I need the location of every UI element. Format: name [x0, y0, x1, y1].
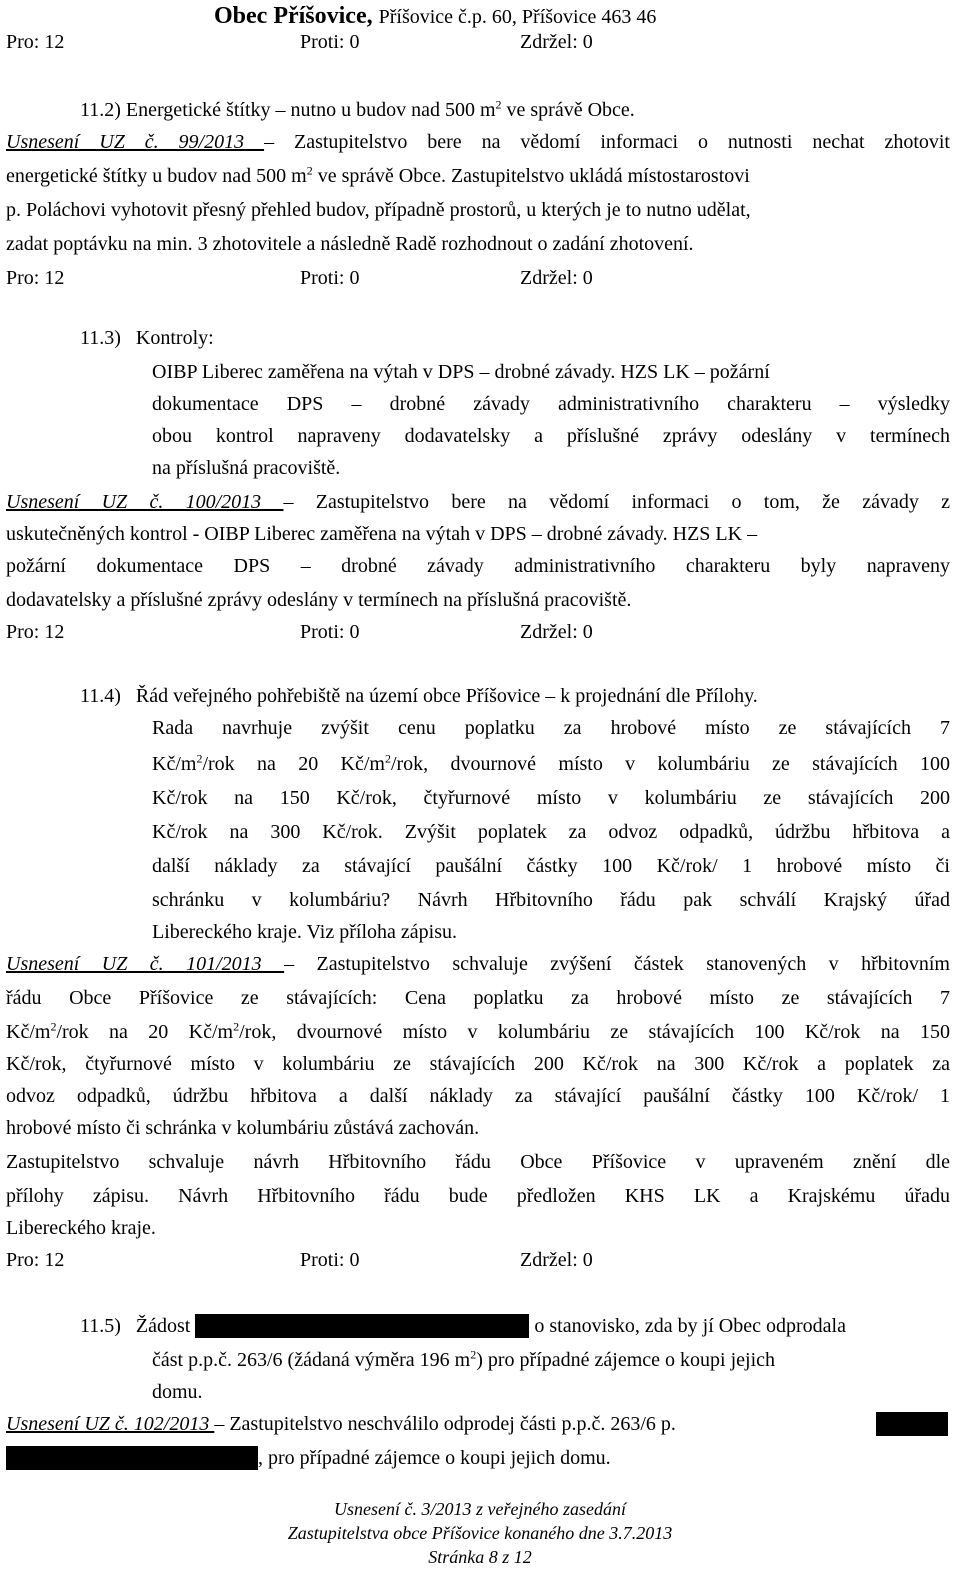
- vote-pro: Pro: 12: [6, 267, 65, 289]
- item-heading: 11.3) Kontroly:: [80, 327, 214, 349]
- resolution-text: energetické štítky u budov nad 500 $m^2$ ve správě Obce. Zastupitelstvo ukládá místostarostovi: [6, 163, 750, 187]
- resolution-text: Zastupitelstvo schvaluje návrh Hřbitovního řádu Obce Příšovice v upraveném znění dle: [6, 1151, 950, 1173]
- vote-zdrzel: Zdržel: 0: [520, 1249, 593, 1271]
- resolution-text: Usnesení UZ č. 101/2013 – Zastupitelstvo schvaluje zvýšení částek stanovených v hřbitovním: [6, 953, 950, 975]
- resolution-link: Usnesení UZ č. 102/2013: [6, 1413, 215, 1435]
- vote-pro: Pro: 12: [6, 31, 65, 53]
- item-text: obou kontrol napraveny dodavatelsky a příslušné zprávy odeslány v termínech: [152, 425, 950, 447]
- resolution-text: zadat poptávku na min. 3 zhotovitele a následně Radě rozhodnout o zadání zhotovení.: [6, 233, 694, 255]
- vote-pro: Pro: 12: [6, 621, 65, 643]
- resolution-text: hrobové místo či schránka v kolumbáriu zůstává zachován.: [6, 1117, 480, 1139]
- resolution-text: přílohy zápisu. Návrh Hřbitovního řádu bude předložen KHS LK a Krajskému úřadu: [6, 1185, 950, 1207]
- resolution-text: požární dokumentace DPS – drobné závady administrativního charakteru byly napraveny: [6, 555, 950, 577]
- vote-zdrzel: Zdržel: 0: [520, 267, 593, 289]
- item-text: $Kč/m^2$/rok na 20 $Kč/m^2$/rok, dvournové místo v kolumbáriu ze stávajících 100: [152, 751, 950, 775]
- resolution-text: Usnesení UZ č. 99/2013 – Zastupitelstvo bere na vědomí informaci o nutnosti nechat zhotovit: [6, 131, 950, 153]
- item-text: další náklady za stávající paušální částky 100 Kč/rok/ 1 hrobové místo či: [152, 855, 950, 877]
- resolution-link: Usnesení UZ č. 100/2013: [6, 491, 284, 513]
- municipality-name: Obec Příšovice,: [214, 3, 373, 29]
- resolution-text: $Kč/m^2$/rok na 20 $Kč/m^2$/rok, dvournové místo v kolumbáriu ze stávajících 100 Kč/rok na 150: [6, 1019, 950, 1043]
- resolution-text: odvoz odpadků, údržbu hřbitova a další náklady za stávající paušální částky 100 Kč/rok/ 1: [6, 1085, 950, 1107]
- item-text: na příslušná pracoviště.: [152, 457, 341, 479]
- page-number: Stránka 8 z 12: [428, 1547, 532, 1567]
- redacted-block: [6, 1446, 258, 1470]
- vote-proti: Proti: 0: [300, 1249, 360, 1271]
- resolution-text: dodavatelsky a příslušné zprávy odeslány v termínech na příslušná pracoviště.: [6, 589, 632, 611]
- resolution-text: Libereckého kraje.: [6, 1217, 156, 1239]
- resolution-text: , pro případné zájemce o koupi jejich domu.: [6, 1446, 950, 1470]
- footer-line: Zastupitelstva obce Příšovice konaného dne 3.7.2013: [287, 1523, 673, 1543]
- vote-proti: Proti: 0: [300, 31, 360, 53]
- item-text: Libereckého kraje. Viz příloha zápisu.: [152, 921, 457, 943]
- page-header: [214, 2, 656, 31]
- footer-line: Usnesení č. 3/2013 z veřejného zasedání: [334, 1499, 626, 1519]
- resolution-link: Usnesení UZ č. 101/2013: [6, 953, 285, 975]
- resolution-text: řádu Obce Příšovice ze stávajících: Cena poplatku za hrobové místo ze stávajících 7: [6, 987, 950, 1009]
- item-text: domu.: [152, 1381, 203, 1403]
- redacted-block: [876, 1412, 948, 1436]
- item-heading: 11.2) Energetické štítky – nutno u budov nad 500 $m^2$ ve správě Obce.: [80, 97, 635, 121]
- resolution-link: Usnesení UZ č. 99/2013: [6, 131, 265, 153]
- redacted-block: [195, 1314, 529, 1338]
- item-heading: 11.4) Řád veřejného pohřebiště na území obce Příšovice – k projednání dle Přílohy.: [80, 685, 758, 707]
- item-text: Kč/rok na 300 Kč/rok. Zvýšit poplatek za odvoz odpadků, údržbu hřbitova a: [152, 821, 950, 843]
- item-heading: 11.5) Žádost o stanovisko, zda by jí Obec odprodala: [80, 1315, 846, 1337]
- resolution-text: Usnesení UZ č. 100/2013 – Zastupitelstvo bere na vědomí informaci o tom, že závady z: [6, 491, 950, 513]
- item-text: Rada navrhuje zvýšit cenu poplatku za hrobové místo ze stávajících 7: [152, 717, 950, 739]
- vote-proti: Proti: 0: [300, 621, 360, 643]
- vote-zdrzel: Zdržel: 0: [520, 31, 593, 53]
- item-text: část p.p.č. 263/6 (žádaná výměra 196 $m^2$) pro případné zájemce o koupi jejich: [152, 1347, 776, 1371]
- municipality-address: Příšovice č.p. 60, Příšovice 463 46: [378, 6, 657, 28]
- vote-proti: Proti: 0: [300, 267, 360, 289]
- item-text: schránku v kolumbáriu? Návrh Hřbitovního řádu pak schválí Krajský úřad: [152, 889, 950, 911]
- vote-pro: Pro: 12: [6, 1249, 65, 1271]
- resolution-text: Usnesení UZ č. 102/2013 – Zastupitelstvo neschválilo odprodej části p.p.č. 263/6 p.: [6, 1413, 676, 1435]
- resolution-text: Kč/rok, čtyřurnové místo v kolumbáriu ze stávajících 200 Kč/rok na 300 Kč/rok a poplatek za: [6, 1053, 950, 1075]
- resolution-text: uskutečněných kontrol - OIBP Liberec zaměřena na výtah v DPS – drobné závady. HZS LK –: [6, 523, 758, 545]
- item-text: OIBP Liberec zaměřena na výtah v DPS – drobné závady. HZS LK – požární: [152, 361, 770, 383]
- item-text: Kč/rok na 150 Kč/rok, čtyřurnové místo v kolumbáriu ze stávajících 200: [152, 787, 950, 809]
- resolution-text: p. Poláchovi vyhotovit přesný přehled budov, případně prostorů, u kterých je to nutno udělat,: [6, 199, 751, 221]
- item-text: dokumentace DPS – drobné závady administrativního charakteru – výsledky: [152, 393, 950, 415]
- vote-zdrzel: Zdržel: 0: [520, 621, 593, 643]
